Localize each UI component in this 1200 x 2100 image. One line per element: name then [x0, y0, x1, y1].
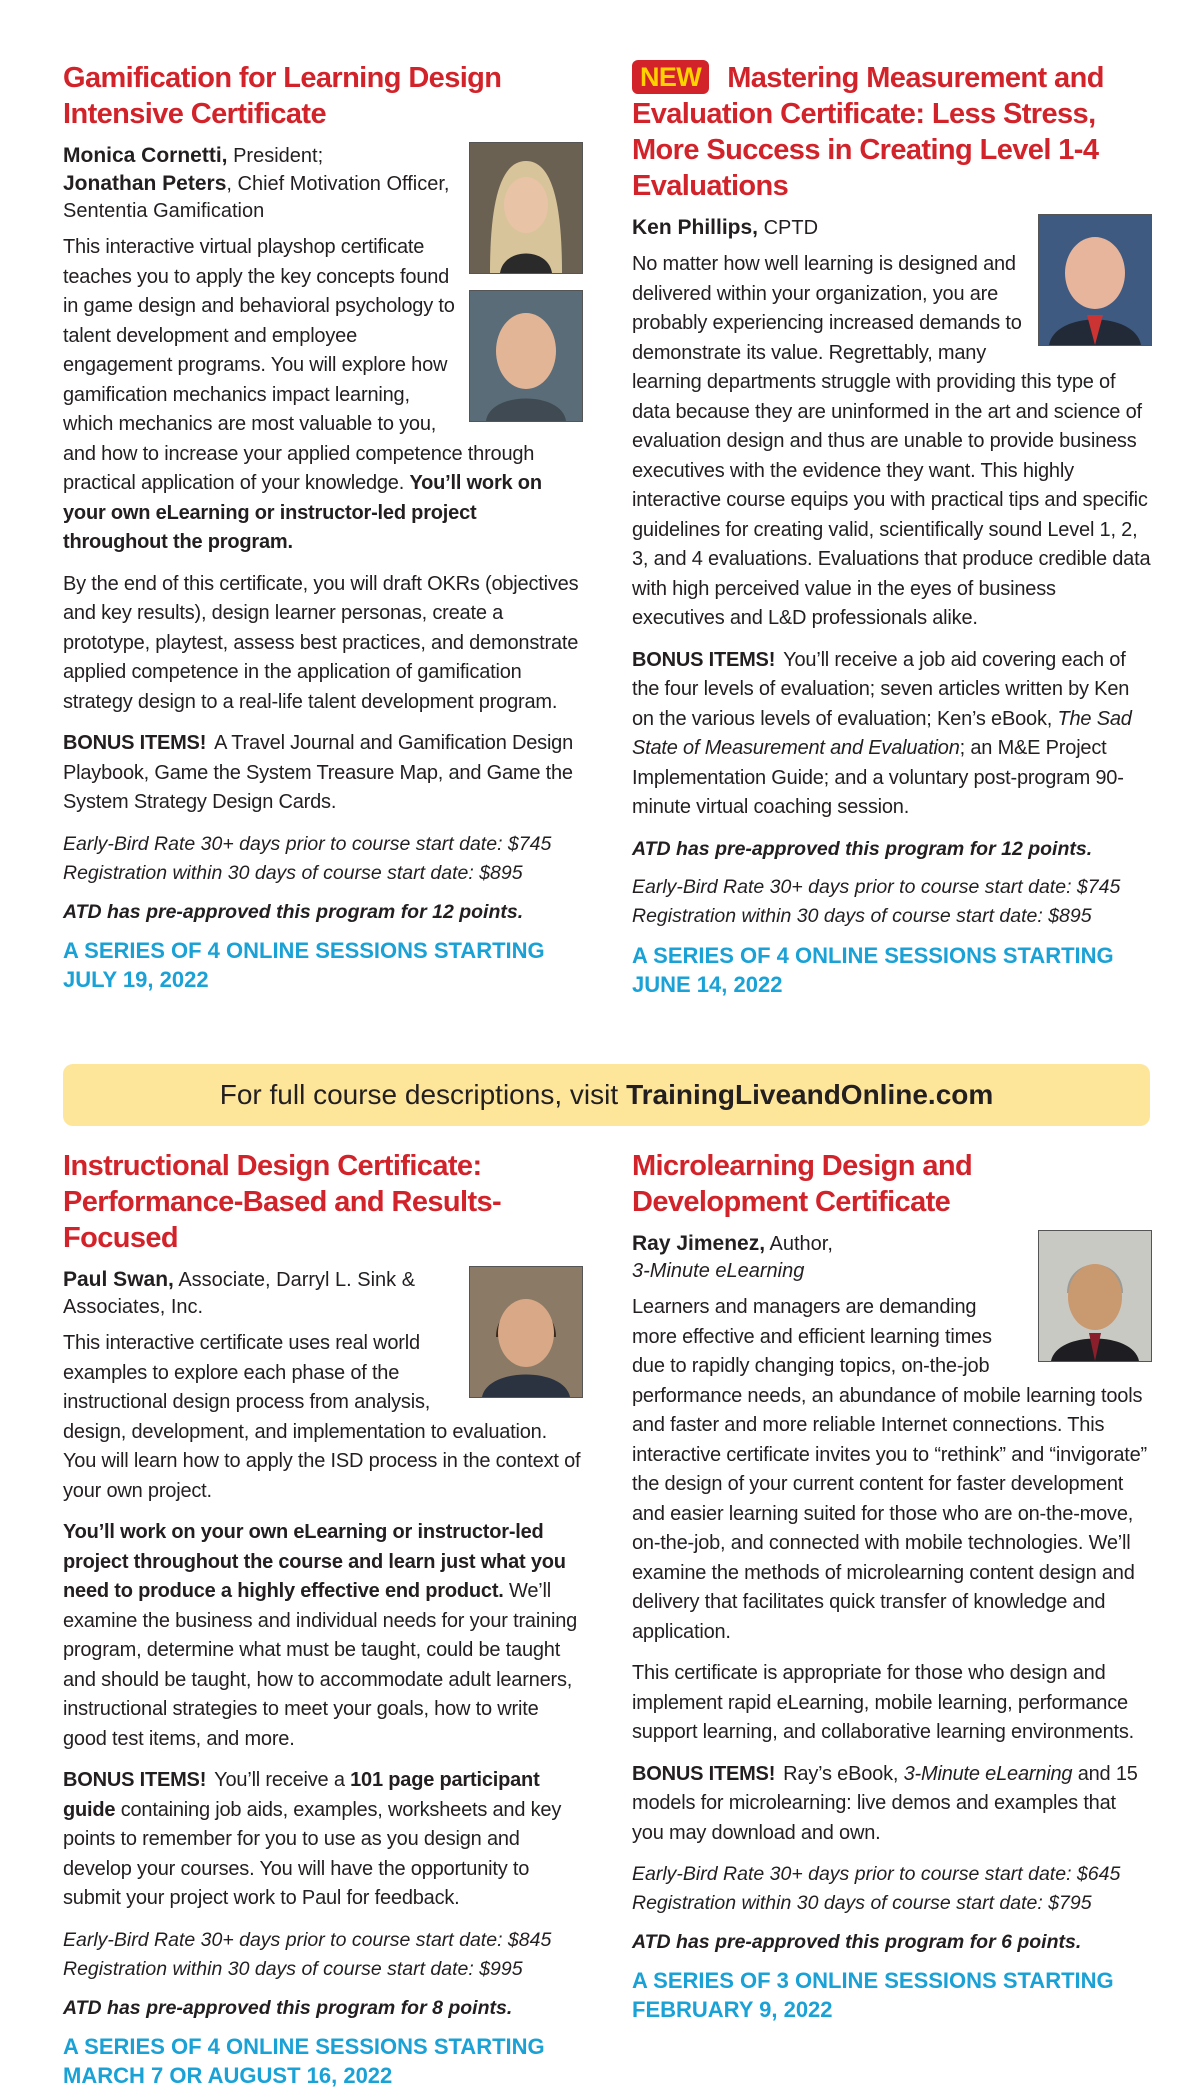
atd-points: ATD has pre-approved this program for 12 points. — [63, 900, 524, 923]
registration-rate: Registration within 30 days of course start date: $995 — [63, 1957, 523, 1980]
course-instructional-design — [63, 1148, 583, 2090]
course-title: Instructional Design Certificate: Performance-Based and Results-Focused — [63, 1150, 502, 1254]
pricing — [632, 873, 1152, 931]
pricing — [63, 1926, 583, 1984]
presenter-role: CPTD — [758, 217, 819, 239]
pricing — [632, 1860, 1152, 1918]
course-description: This certificate is appropriate for those who design and implement rapid eLearning, mobile learning, performance support learning, and collaborative learning environments. — [632, 1662, 1135, 1743]
course-description: Learners and managers are demanding more effective and efficient learning times due to rapidly changing topics, on-the-job performance needs, an abundance of mobile learning tools and faster and more reliable Internet connections. This interactive certificate invites you to “rethink” and “invigorate” the design of your current content for faster development and easier learning suited for those who are on-the-move, on-the-job, and connected with mobile technologies. We’ll examine the methods of microlearning content design and delivery that facilitates quick transfer of knowledge and application. — [632, 1296, 1148, 1643]
early-bird-rate: Early-Bird Rate 30+ days prior to course start date: $745 — [63, 832, 552, 855]
course-gamification — [63, 60, 583, 994]
presenter-role: Author, — [765, 1233, 833, 1255]
course-measurement — [632, 60, 1152, 999]
presenter-name: Ken Phillips, — [632, 216, 759, 239]
course-description: You’ll work on your own eLearning or instructor-led project throughout the course and learn just what you need to produce a highly effective end product. We’ll examine the business and individual needs for your training program, determine what must be taught, could be taught and should be taught, how to accommodate adult learners, instructional strategies to meet your goals, how to write good test items, and more. — [63, 1521, 578, 1750]
new-badge: NEW — [632, 60, 709, 94]
presenter-photo-ken — [1038, 214, 1152, 346]
bonus-items: BONUS ITEMS! Ray’s eBook, 3-Minute eLearning and 15 models for microlearning: live demos and examples that you may download and own. — [632, 1762, 1138, 1844]
session-schedule: A SERIES OF 4 ONLINE SESSIONS STARTING MARCH 7 OR AUGUST 16, 2022 — [63, 2033, 545, 2088]
bonus-items: BONUS ITEMS! A Travel Journal and Gamification Design Playbook, Game the System Treasure Map, and Game the System Strategy Design Cards. — [63, 732, 574, 813]
session-schedule: A SERIES OF 4 ONLINE SESSIONS STARTING JUNE 14, 2022 — [632, 942, 1114, 997]
presenter-photo-ray — [1038, 1230, 1152, 1362]
presenter-role: Associate, Darryl L. Sink & Associates, Inc. — [63, 1269, 416, 1318]
presenter-role: President; — [227, 145, 324, 167]
presenter-name: Ray Jimenez, — [632, 1232, 766, 1255]
presenter-photo-jonathan — [469, 290, 583, 422]
course-description: No matter how well learning is designed and delivered within your organization, you are probably experiencing increased demands to demonstrate its value. Regrettably, many learning departments struggle with providing this type of data because they are uninformed in the art and science of evaluation design and thus are unable to provide business executives with the evidence they want. This highly interactive course equips you with practical tips and specific guidelines for creating valid, scientifically sound Level 1, 2, 3, and 4 evaluations. Evaluations that produce credible data with high perceived value in the eyes of business executives and L&D professionals alike. — [632, 253, 1151, 629]
presenter-photo-paul — [469, 1266, 583, 1398]
session-schedule: A SERIES OF 4 ONLINE SESSIONS STARTING JULY 19, 2022 — [63, 937, 545, 992]
registration-rate: Registration within 30 days of course start date: $795 — [632, 1892, 1092, 1914]
presenter-name: Jonathan Peters — [63, 172, 227, 195]
course-title: NEW Mastering Measurement and Evaluation Certificate: Less Stress, More Success in Creating Level 1-4 Evaluations — [632, 62, 1104, 202]
presenter-name: Monica Cornetti, — [63, 144, 228, 167]
course-description: By the end of this certificate, you will draft OKRs (objectives and key results), design learner personas, create a prototype, playtest, assess best practices, and demonstrate applied competence in the application of gamification strategy design to a real-life talent development program. — [63, 572, 579, 713]
atd-points: ATD has pre-approved this program for 12 points. — [632, 837, 1093, 860]
course-description: This interactive certificate uses real world examples to explore each phase of the instructional design process from analysis, design, development, and implementation to evaluation. You will learn how to apply the ISD process in the context of your own project. — [63, 1332, 581, 1502]
session-schedule: A SERIES OF 3 ONLINE SESSIONS STARTING FEBRUARY 9, 2022 — [632, 1968, 1114, 2022]
course-title: Gamification for Learning Design Intensive Certificate — [63, 62, 502, 130]
bonus-items: BONUS ITEMS! You’ll receive a job aid covering each of the four levels of evaluation; seven articles written by Ken on the various levels of evaluation; Ken’s eBook, The Sad State of Measurement and Evaluation; an M&E Project Implementation Guide; and a voluntary post-program 90-minute virtual coaching session. — [632, 648, 1132, 818]
bonus-items: BONUS ITEMS! You’ll receive a 101 page participant guide containing job aids, examples, worksheets and key points to remember for you to use as you design and develop your courses. You will have the opportunity to submit your project work to Paul for feedback. — [63, 1769, 562, 1909]
registration-rate: Registration within 30 days of course start date: $895 — [632, 904, 1092, 927]
presenter-name: Paul Swan, — [63, 1268, 174, 1291]
course-microlearning — [632, 1148, 1152, 2024]
course-description: This interactive virtual playshop certificate teaches you to apply the key concepts found in game design and behavioral psychology to talent development and employee engagement programs. You will explore how gamification mechanics impact learning, which mechanics are most valuable to you, and how to increase your applied competence through practical application of your knowledge. You’ll work on your own eLearning or instructor-led project throughout the program. — [63, 236, 542, 553]
atd-points: ATD has pre-approved this program for 8 points. — [63, 1996, 513, 2019]
banner-lead: For full course descriptions, visit — [219, 1079, 619, 1110]
early-bird-rate: Early-Bird Rate 30+ days prior to course start date: $645 — [632, 1863, 1121, 1885]
registration-rate: Registration within 30 days of course start date: $895 — [63, 861, 523, 884]
presenter-book: 3-Minute eLearning — [632, 1260, 805, 1282]
pricing — [63, 830, 583, 888]
website-link[interactable]: TrainingLiveandOnline.com — [626, 1079, 994, 1110]
course-title: Microlearning Design and Development Certificate — [632, 1150, 973, 1218]
early-bird-rate: Early-Bird Rate 30+ days prior to course start date: $745 — [632, 875, 1121, 898]
early-bird-rate: Early-Bird Rate 30+ days prior to course start date: $845 — [63, 1928, 552, 1951]
course-descriptions-banner — [63, 1064, 1150, 1126]
atd-points: ATD has pre-approved this program for 6 points. — [632, 1931, 1082, 1953]
presenter-role: , Chief Motivation Officer, Sententia Gamification — [63, 173, 450, 222]
presenter-photo-monica — [469, 142, 583, 274]
